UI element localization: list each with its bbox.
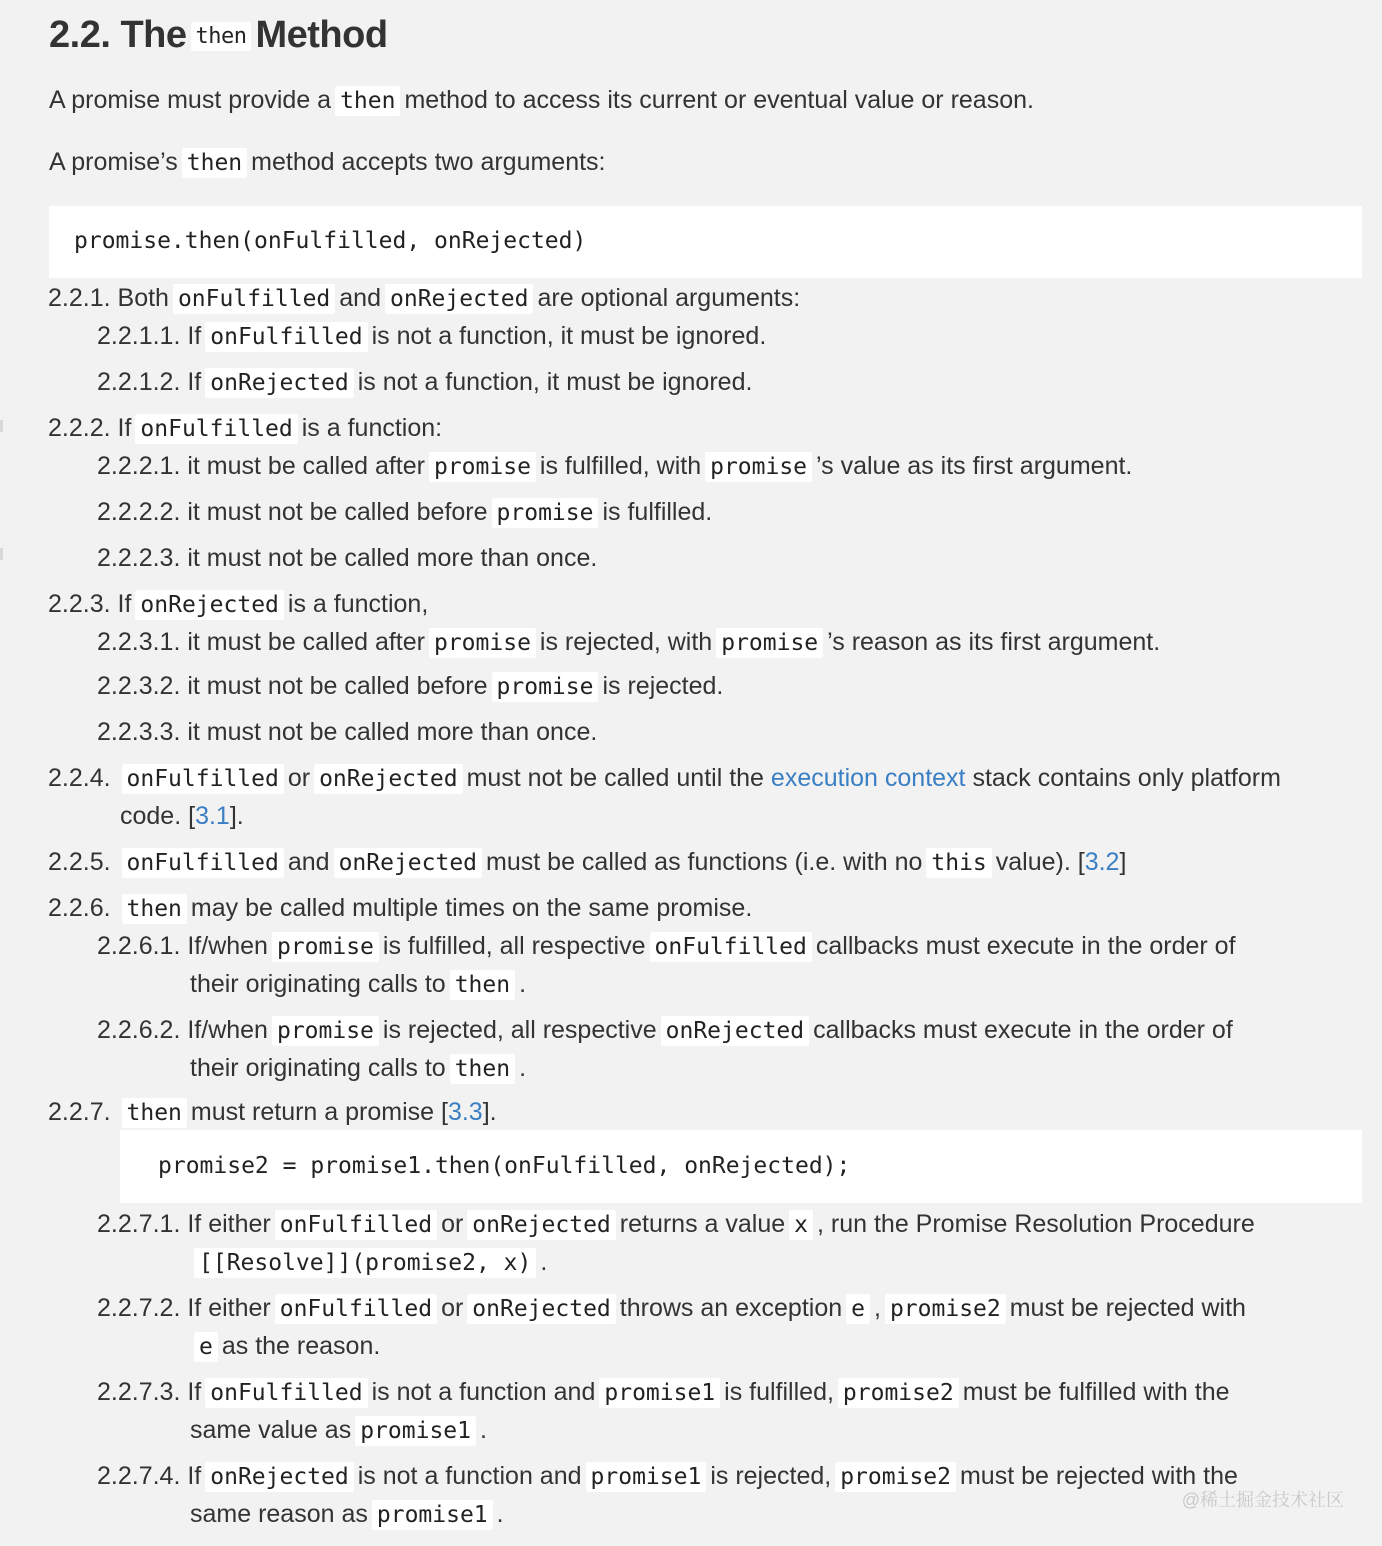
- text-run: If/when: [187, 932, 268, 960]
- text-run: method accepts two arguments:: [251, 148, 606, 176]
- text-run: it must not be called more than once.: [187, 544, 598, 572]
- text-run: and: [287, 848, 330, 876]
- text-run: it must not be called more than once.: [187, 718, 598, 746]
- text-run: it must not be called before: [187, 672, 488, 700]
- inline-code: onFulfilled: [173, 284, 335, 314]
- list-item: [48, 763, 1281, 794]
- text-run: 2.2.1.2.: [97, 368, 181, 396]
- list-item: [97, 931, 1236, 962]
- text-run: is a function:: [301, 414, 443, 442]
- inline-code: promise: [716, 628, 823, 658]
- code-block: promise.then(onFulfilled, onRejected): [49, 206, 1362, 278]
- list-item-continuation: [190, 1499, 504, 1530]
- text-run: If either: [187, 1210, 271, 1238]
- text-run: ].: [229, 802, 244, 830]
- text-run: , run the Promise Resolution Procedure: [817, 1210, 1255, 1238]
- inline-code: onFulfilled: [122, 764, 284, 794]
- list-item-continuation: [190, 969, 526, 1000]
- text-run: If: [187, 322, 202, 350]
- inline-code: promise2: [838, 1378, 959, 1408]
- text-run: it must be called after: [187, 452, 425, 480]
- text-run: is a function,: [287, 590, 429, 618]
- inline-code: onRejected: [314, 764, 462, 794]
- text-run: or: [441, 1294, 464, 1322]
- inline-code: then: [450, 970, 515, 1000]
- inline-code: promise1: [355, 1416, 476, 1446]
- text-run: A promise must provide a: [49, 86, 332, 114]
- text-run: callbacks must execute in the order of: [815, 932, 1236, 960]
- text-run: Method: [255, 14, 388, 56]
- inline-code: onFulfilled: [122, 848, 284, 878]
- inline-code: promise: [705, 452, 812, 482]
- text-run: is fulfilled.: [602, 498, 713, 526]
- inline-code: onRejected: [467, 1210, 615, 1240]
- list-item: [97, 321, 766, 352]
- inline-code: then: [182, 148, 247, 178]
- edge-mark: [0, 548, 3, 560]
- text-run: is rejected, all respective: [382, 1016, 657, 1044]
- text-run: must be rejected with the: [959, 1462, 1238, 1490]
- text-run: must be called as functions (i.e. with no: [486, 848, 923, 876]
- text-run: returns a value: [619, 1210, 786, 1238]
- text-run: 2.2. The: [49, 14, 187, 56]
- inline-code: onFulfilled: [205, 322, 367, 352]
- text-run: must not be called until the: [466, 764, 764, 792]
- text-run: callbacks must execute in the order of: [813, 1016, 1233, 1044]
- inline-code: e: [194, 1332, 218, 1362]
- watermark: @稀土掘金技术社区: [1181, 1490, 1344, 1510]
- text-run: is rejected,: [710, 1462, 832, 1490]
- text-run: must be rejected with: [1009, 1294, 1246, 1322]
- inline-code: onRejected: [661, 1016, 809, 1046]
- text-run: .: [519, 970, 527, 998]
- list-item: [48, 413, 442, 444]
- inline-code: promise: [272, 932, 379, 962]
- inline-code: promise: [429, 628, 536, 658]
- text-run: is rejected.: [602, 672, 724, 700]
- text-run: If: [187, 1462, 202, 1490]
- inline-code: onRejected: [135, 590, 283, 620]
- list-item: [97, 497, 712, 528]
- text-run: 2.2.7.2.: [97, 1294, 181, 1322]
- list-item-continuation: [190, 1053, 526, 1084]
- text-run: code. [: [120, 802, 196, 830]
- inline-code: promise1: [599, 1378, 720, 1408]
- inline-code: promise1: [372, 1500, 493, 1530]
- text-run: If: [187, 1378, 202, 1406]
- text-run: must return a promise [: [190, 1098, 448, 1126]
- text-run: their originating calls to: [190, 970, 446, 998]
- list-item-continuation: [190, 1331, 380, 1362]
- text-run: 2.2.3.2.: [97, 672, 181, 700]
- inline-code: then: [450, 1054, 515, 1084]
- inline-code: onRejected: [334, 848, 482, 878]
- text-run: is fulfilled,: [724, 1378, 834, 1406]
- list-item: [97, 671, 723, 702]
- text-run: 2.2.6.2.: [97, 1016, 181, 1044]
- inline-code: then: [191, 22, 252, 51]
- list-item: [97, 717, 597, 747]
- list-item: [48, 893, 752, 924]
- inline-code: promise: [492, 672, 599, 702]
- text-run: may be called multiple times on the same promise.: [190, 894, 753, 922]
- text-run: If: [117, 590, 132, 618]
- inline-code: onFulfilled: [205, 1378, 367, 1408]
- text-run: is rejected, with: [539, 628, 713, 656]
- inline-code: this: [926, 848, 991, 878]
- inline-code: onFulfilled: [135, 414, 297, 444]
- inline-code: then: [122, 1098, 187, 1128]
- text-run: 2.2.7.4.: [97, 1462, 181, 1490]
- inline-code: onRejected: [205, 1462, 353, 1492]
- inline-code: onRejected: [205, 368, 353, 398]
- text-run: throws an exception: [619, 1294, 843, 1322]
- inline-code: x: [789, 1210, 813, 1240]
- text-run: ].: [482, 1098, 497, 1126]
- text-run: ]: [1119, 848, 1127, 876]
- text-run: 2.2.3.: [48, 590, 111, 618]
- list-item: [48, 847, 1126, 878]
- intro-paragraph-2: [49, 148, 606, 177]
- text-run: are optional arguments:: [537, 284, 801, 312]
- text-run: and: [339, 284, 381, 312]
- text-run: 2.2.2.2.: [97, 498, 181, 526]
- ref-link-3-1[interactable]: 3.1: [195, 802, 230, 830]
- list-item: [48, 283, 800, 314]
- text-run: same value as: [190, 1416, 352, 1444]
- list-item-continuation: [120, 801, 244, 831]
- text-run: .: [496, 1500, 504, 1528]
- text-run: must be fulfilled with the: [962, 1378, 1230, 1406]
- text-run: 2.2.7.3.: [97, 1378, 181, 1406]
- text-run: 2.2.2.3.: [97, 544, 181, 572]
- text-run: If either: [187, 1294, 271, 1322]
- ref-link-3-2[interactable]: 3.2: [1084, 848, 1120, 876]
- text-run: it must not be called before: [187, 498, 488, 526]
- list-item: [48, 1097, 497, 1128]
- text-run: 2.2.2.: [48, 414, 111, 442]
- inline-code: onRejected: [467, 1294, 615, 1324]
- text-run: 2.2.3.1.: [97, 628, 181, 656]
- list-item-continuation: [190, 1415, 487, 1446]
- text-run: same reason as: [190, 1500, 368, 1528]
- text-run: method to access its current or eventual value or reason.: [404, 86, 1034, 114]
- text-run: 2.2.6.: [48, 894, 111, 922]
- text-run: .: [540, 1248, 548, 1276]
- text-run: A promise’s: [49, 148, 178, 176]
- text-run: as the reason.: [221, 1332, 381, 1360]
- intro-paragraph: [49, 86, 1034, 115]
- text-run: is not a function and: [371, 1378, 596, 1406]
- code-block: promise2 = promise1.then(onFulfilled, onRejected);: [120, 1130, 1362, 1203]
- inline-code: promise2: [835, 1462, 956, 1492]
- inline-code: promise: [429, 452, 536, 482]
- text-run: ’s value as its first argument.: [816, 452, 1133, 480]
- ref-link-3-3[interactable]: 3.3: [447, 1098, 483, 1126]
- text-run: .: [479, 1416, 487, 1444]
- text-run: ’s reason as its first argument.: [827, 628, 1161, 656]
- text-run: is not a function and: [357, 1462, 582, 1490]
- text-run: it must be called after: [187, 628, 425, 656]
- text-run: If: [117, 414, 132, 442]
- text-run: 2.2.7.: [48, 1098, 111, 1126]
- text-run: If/when: [187, 1016, 268, 1044]
- text-run: 2.2.3.3.: [97, 718, 181, 746]
- text-run: 2.2.1.: [48, 284, 111, 312]
- text-run: 2.2.4.: [48, 764, 111, 792]
- list-item: [97, 1377, 1230, 1408]
- inline-code: promise1: [586, 1462, 707, 1492]
- list-item: [97, 1461, 1238, 1492]
- edge-mark: [0, 420, 3, 432]
- text-run: their originating calls to: [190, 1054, 446, 1082]
- text-run: ,: [874, 1294, 881, 1322]
- text-run: is fulfilled, all respective: [382, 932, 646, 960]
- text-run: 2.2.2.1.: [97, 452, 181, 480]
- list-item: [97, 1015, 1233, 1046]
- text-run: or: [287, 764, 311, 792]
- inline-code: onRejected: [385, 284, 533, 314]
- inline-code: [[Resolve]](promise2, x): [194, 1248, 536, 1278]
- inline-code: promise: [272, 1016, 379, 1046]
- text-run: 2.2.1.1.: [97, 322, 181, 350]
- section-heading: [49, 14, 388, 57]
- text-run: value). [: [995, 848, 1085, 876]
- text-run: 2.2.5.: [48, 848, 111, 876]
- inline-code: then: [335, 86, 400, 116]
- inline-code: promise: [492, 498, 599, 528]
- text-run: or: [441, 1210, 464, 1238]
- execution-context-link[interactable]: execution context: [770, 764, 966, 792]
- list-item: [48, 589, 428, 620]
- text-run: .: [519, 1054, 527, 1082]
- text-run: Both: [117, 284, 169, 312]
- text-run: 2.2.7.1.: [97, 1210, 181, 1238]
- text-run: is fulfilled, with: [539, 452, 702, 480]
- inline-code: e: [846, 1294, 870, 1324]
- text-run: is not a function, it must be ignored.: [371, 322, 767, 350]
- list-item: [97, 1209, 1255, 1240]
- list-item: [97, 1293, 1246, 1324]
- text-run: If: [187, 368, 202, 396]
- list-item-continuation: [190, 1247, 547, 1278]
- list-item: [97, 543, 597, 573]
- inline-code: then: [122, 894, 187, 924]
- text-run: 2.2.6.1.: [97, 932, 181, 960]
- text-run: is not a function, it must be ignored.: [357, 368, 753, 396]
- list-item: [97, 627, 1160, 658]
- inline-code: onFulfilled: [275, 1294, 437, 1324]
- text-run: stack contains only platform: [972, 764, 1281, 792]
- inline-code: onFulfilled: [275, 1210, 437, 1240]
- inline-code: promise2: [885, 1294, 1006, 1324]
- inline-code: onFulfilled: [650, 932, 812, 962]
- list-item: [97, 367, 752, 398]
- list-item: [97, 451, 1132, 482]
